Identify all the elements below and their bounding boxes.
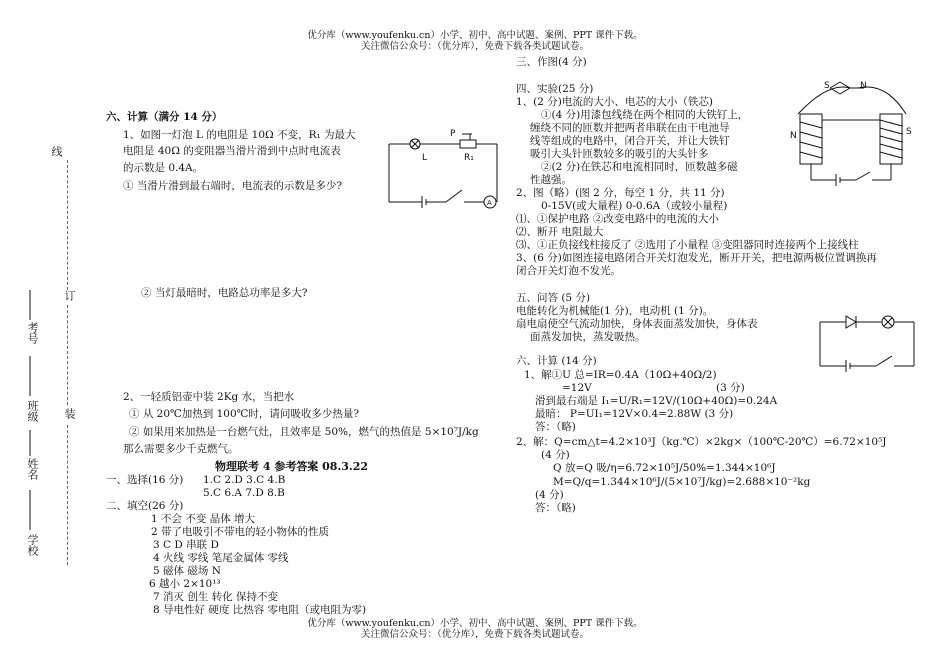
q2-line-2: ① 从 20℃加热到 100℃时，请问吸收多少热量? — [129, 408, 360, 420]
calc2-line-6: 答：（略) — [535, 502, 576, 514]
exp1-line-3: 线等组成的电路中，闭合开关，并让大铁钉 — [530, 135, 730, 147]
margin-ding: 订 — [63, 290, 76, 301]
calc2-line-4: M=Q/q=1.344×10⁶J/(5×10⁷J/kg)=2.688×10⁻²kg — [553, 476, 811, 488]
fill-item-1: 1 不会 不变 晶体 增大 — [151, 513, 256, 525]
switch-icon — [876, 356, 892, 366]
svg-text:L: L — [422, 153, 428, 163]
q2-line-1: 2、一轻质铝壶中装 2Kg 水，当把水 — [123, 391, 295, 403]
q2-line-3: ② 如果用来加热是一台燃气灶，且效率是 50%，燃气的热值是 5×10⁷J/kg — [129, 426, 479, 438]
svg-text:A: A — [487, 199, 492, 207]
exp2-line-1: 0-15V(或大量程) 0-0.6A（或较小量程) — [541, 200, 728, 212]
margin-xuexiao: 学校 — [26, 534, 39, 556]
svg-text:R₁: R₁ — [464, 153, 474, 163]
footer-line-1: 优分库（www.youfenku.cn）小学、初中、高中试题、案例、PPT 课件下载。 — [307, 618, 643, 629]
margin-banji: 班级 — [26, 400, 39, 422]
margin-xingming: 姓名 — [26, 458, 39, 480]
calc2-line-5: (4 分) — [535, 489, 564, 501]
calc1-line-2: =12V — [562, 382, 592, 394]
fill-item-8: 8 导电性好 硬度 比热容 零电阻（或电阻为零) — [153, 604, 367, 616]
svg-text:S: S — [824, 81, 830, 91]
qa-line-3: 面蒸发加快，蒸发吸热。 — [530, 331, 646, 343]
exp2-line-3: ⑵、断开 电阻最大 — [516, 226, 604, 238]
fill-label: 二、填空(26 分) — [106, 500, 184, 512]
q1-line-2: 电阻是 40Ω 的变阻器当滑片滑到中点时电流表 — [123, 145, 341, 157]
calc1-line-3: 滑到最右端是 I₁=U/R₁=12V/(10Ω+40Ω)=0.24A — [535, 395, 778, 407]
selection-row-1: 1.C 2.D 3.C 4.B — [203, 474, 286, 486]
calc1-line-5: 答：（略) — [535, 421, 576, 433]
svg-text:S: S — [906, 127, 912, 137]
calc2-line-3: Q 放=Q 吸/η=6.72×10⁵J/50%=1.344×10⁶J — [553, 462, 776, 474]
selection-label: 一、选择(16 分) — [106, 474, 184, 486]
selection-row-2: 5.C 6.A 7.D 8.B — [203, 487, 285, 499]
q1-line-4: ① 当滑片滑到最右端时，电流表的示数是多少? — [123, 180, 342, 192]
margin-underlines — [27, 0, 37, 600]
exp1-title: 1、(2 分)电流的大小、电芯的大小（铁芯) — [516, 96, 713, 108]
q1-line-5: ② 当灯最暗时，电路总功率是多大? — [141, 287, 308, 299]
binding-line-mid — [67, 305, 68, 405]
exp1-line-6: 性越强。 — [530, 174, 572, 186]
section-6-answer-title: 六、计算 (14 分) — [516, 355, 597, 367]
q2-line-4: 那么需要多少千克燃气。 — [123, 443, 239, 455]
section-4-title: 四、实验(25 分) — [516, 83, 594, 95]
exp2-title: 2、图（略）(图 2 分，每空 1 分，共 11 分) — [516, 187, 725, 199]
exp2-line-4: ⑶、①正负接线柱接反了 ②选用了小量程 ③变阻器同时连接两个上接线柱 — [516, 239, 859, 251]
header-line-2: 关注微信公众号：（优分库），免费下载各类试题试卷。 — [360, 41, 589, 52]
nail-coil-left-icon — [800, 114, 822, 164]
fill-item-6: 6 越小 2×10¹³ — [149, 578, 221, 590]
calc1-line-4: 最暗： P=UI₁=12V×0.4=2.88W (3 分) — [535, 408, 734, 420]
diode-circuit-diagram — [818, 310, 918, 370]
circuit-diagram-1 — [384, 128, 504, 208]
qa-line-1: 电能转化为机械能(1 分)，电动机 (1 分)。 — [516, 305, 714, 317]
margin-xian: 线 — [50, 146, 63, 157]
fill-item-5: 5 磁体 磁场 N — [153, 565, 221, 577]
margin-zhuang: 装 — [63, 408, 76, 419]
section-6-title: 六、计算（满分 14 分） — [106, 111, 223, 123]
electromagnet-diagram — [788, 80, 918, 190]
q1-line-3: 的示数是 0.4A。 — [123, 162, 204, 174]
fill-item-2: 2 带了电吸引不带电的轻小物体的性质 — [151, 526, 330, 538]
section-5-title: 五、问答 (5 分) — [516, 292, 591, 304]
exp3-line-2: 闭合开关灯泡不发光。 — [516, 265, 621, 277]
exp1-line-4: 吸引大头针匝数较多的吸引的大头针多 — [530, 148, 709, 160]
binding-line-top — [67, 160, 68, 290]
header-line-1: 优分库（www.youfenku.cn）小学、初中、高中试题、案例、PPT 课件下载。 — [307, 30, 643, 41]
binding-line-bottom — [67, 425, 68, 565]
calc1-line-2-score: (3 分) — [716, 382, 745, 394]
exp1-line-1: ①(4 分)用漆包线绕在两个相同的大铁钉上， — [541, 109, 749, 121]
exp1-line-5: ②(2 分)在铁芯和电流相同时，匝数越多磁 — [541, 161, 738, 173]
footer-line-2: 关注微信公众号：（优分库），免费下载各类试题试卷。 — [360, 629, 589, 640]
switch-icon — [856, 172, 870, 180]
fill-item-3: 3 C D 串联 D — [153, 539, 219, 551]
exp1-line-2: 缠绕不同的匝数并把两者串联在由干电池导 — [530, 122, 730, 134]
fill-item-7: 7 消灭 创生 转化 保持不变 — [153, 591, 279, 603]
calc2-line-2: (4 分) — [541, 449, 570, 461]
calc1-line-1: 1、解①U 总=IR=0.4A（10Ω+40Ω/2) — [524, 369, 717, 381]
rheostat-icon — [460, 140, 476, 148]
exp2-line-2: ⑴、①保护电路 ②改变电路中的电流的大小 — [516, 213, 719, 225]
switch-icon — [446, 190, 462, 202]
diode-icon — [846, 316, 856, 328]
svg-text:N: N — [790, 131, 797, 141]
fill-item-4: 4 火线 零线 笔尾金属体 零线 — [153, 552, 289, 564]
answer-title: 物理联考 4 参考答案 08.3.22 — [215, 460, 369, 473]
q1-line-1: 1、如图一灯泡 L 的电阻是 10Ω 不变，R₁ 为最大 — [123, 129, 356, 141]
svg-text:N: N — [860, 81, 867, 91]
exp3-line-1: 3、(6 分)如图连接电路闭合开关灯泡发光，断开开关，把电源两极位置调换再 — [516, 252, 877, 264]
qa-line-2: 扇电扇使空气流动加快，身体表面蒸发加快，身体表 — [516, 318, 758, 330]
calc2-line-1: 2、解：Q=cm△t=4.2×10³J（kg.℃）×2kg×（100℃-20℃）=6.72×10⁵J — [516, 436, 887, 448]
section-3-title: 三、作图(4 分) — [516, 56, 587, 68]
svg-text:P: P — [450, 129, 456, 139]
margin-kaohao: 考号 — [26, 322, 39, 344]
